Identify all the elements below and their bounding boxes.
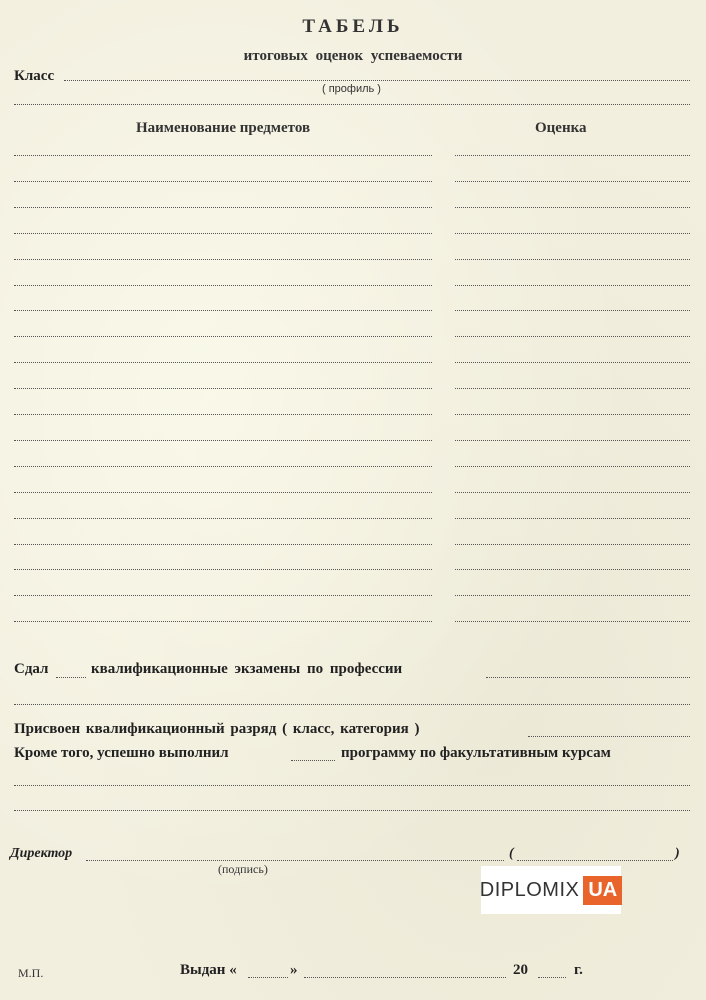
subject-row-line bbox=[14, 388, 432, 389]
additional-dotted-line bbox=[291, 760, 335, 761]
grade-row-line bbox=[455, 155, 690, 156]
grade-row-line bbox=[455, 621, 690, 622]
brand-badge: UA bbox=[583, 876, 622, 905]
exams-dotted-line-2 bbox=[14, 704, 690, 705]
grade-row-line bbox=[455, 440, 690, 441]
exams-dotted-line bbox=[486, 677, 690, 678]
class-label: Класс bbox=[14, 68, 55, 84]
brand-logo-text: DIPLOMIX bbox=[479, 878, 580, 901]
diplomix-watermark bbox=[481, 866, 621, 914]
program-text: программу по факультативным курсам bbox=[341, 745, 611, 761]
subject-row-line bbox=[14, 336, 432, 337]
subject-row-line bbox=[14, 466, 432, 467]
subject-row-line bbox=[14, 285, 432, 286]
grade-row-line bbox=[455, 518, 690, 519]
grade-row-line bbox=[455, 362, 690, 363]
grade-row-line bbox=[455, 569, 690, 570]
grade-row-line bbox=[455, 285, 690, 286]
subject-row-line bbox=[14, 492, 432, 493]
director-name-line bbox=[517, 860, 673, 861]
profile-label: ( профиль ) bbox=[322, 83, 381, 95]
subject-row-line bbox=[14, 233, 432, 234]
grade-row-line bbox=[455, 259, 690, 260]
grade-row-line bbox=[455, 181, 690, 182]
grade-row-line bbox=[455, 595, 690, 596]
grade-header: Оценка bbox=[535, 120, 587, 136]
qualification-dotted-line bbox=[528, 736, 690, 737]
grade-row-line bbox=[455, 414, 690, 415]
subject-row-line bbox=[14, 181, 432, 182]
subject-row-line bbox=[14, 595, 432, 596]
exams-text: квалификационные экзамены по профессии bbox=[91, 661, 403, 677]
program-dotted-line-1 bbox=[14, 785, 690, 786]
page-title: ТАБЕЛЬ bbox=[302, 16, 404, 37]
year-suffix: г. bbox=[574, 962, 583, 978]
subject-row-line bbox=[14, 414, 432, 415]
grade-row-line bbox=[455, 492, 690, 493]
grade-row-line bbox=[455, 233, 690, 234]
subjects-header: Наименование предметов bbox=[136, 120, 311, 136]
additional-text: Кроме того, успешно выполнил bbox=[14, 745, 229, 761]
issued-label: Выдан « bbox=[180, 962, 237, 978]
subject-row-line bbox=[14, 440, 432, 441]
issued-day-line bbox=[248, 977, 288, 978]
signature-label: (подпись) bbox=[218, 862, 268, 876]
passed-label: Сдал bbox=[14, 661, 49, 677]
director-label: Директор bbox=[10, 846, 73, 861]
class-dotted-line bbox=[64, 80, 690, 81]
year-prefix: 20 bbox=[513, 962, 528, 978]
director-name-close-paren: ) bbox=[675, 846, 680, 861]
subject-row-line bbox=[14, 362, 432, 363]
subject-row-line bbox=[14, 518, 432, 519]
program-dotted-line-2 bbox=[14, 810, 690, 811]
grade-row-line bbox=[455, 388, 690, 389]
grade-row-line bbox=[455, 544, 690, 545]
director-name-open-paren: ( bbox=[509, 846, 514, 861]
subject-row-line bbox=[14, 569, 432, 570]
profile-dotted-line bbox=[14, 104, 690, 105]
grade-row-line bbox=[455, 466, 690, 467]
subject-row-line bbox=[14, 310, 432, 311]
issued-month-line bbox=[304, 977, 506, 978]
passed-dotted-line bbox=[56, 677, 86, 678]
grade-row-line bbox=[455, 207, 690, 208]
qualification-text: Присвоен квалификационный разряд ( класс, категория ) bbox=[14, 721, 420, 737]
director-signature-line bbox=[86, 860, 504, 861]
subject-row-line bbox=[14, 207, 432, 208]
year-line bbox=[538, 977, 566, 978]
subject-row-line bbox=[14, 259, 432, 260]
subject-row-line bbox=[14, 621, 432, 622]
issued-quote-close: » bbox=[290, 962, 298, 978]
subject-row-line bbox=[14, 544, 432, 545]
page-subtitle: итоговых оценок успеваемости bbox=[243, 48, 463, 64]
grade-row-line bbox=[455, 310, 690, 311]
grade-row-line bbox=[455, 336, 690, 337]
stamp-label: М.П. bbox=[18, 966, 44, 980]
subject-row-line bbox=[14, 155, 432, 156]
